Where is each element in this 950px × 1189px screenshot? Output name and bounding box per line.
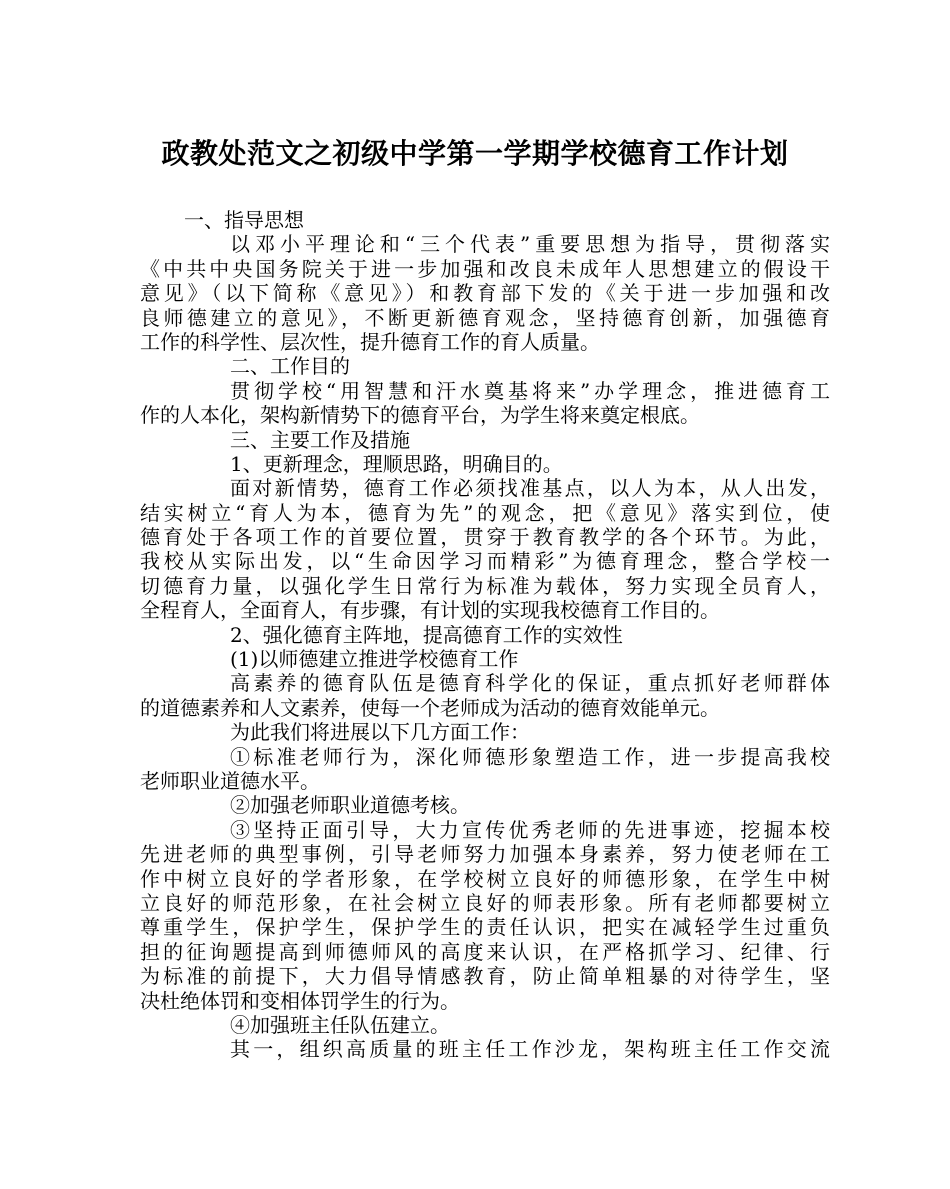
paragraph-line: 其一，组织高质量的班主任工作沙龙，架构班主任工作交流 (230, 1037, 830, 1062)
paragraph-line: 德育处于各项工作的首要位置，贯穿于教育教学的各个环节。为此， (140, 525, 830, 550)
paragraph-line: 为此我们将进展以下几方面工作： (230, 720, 530, 745)
paragraph-line: ③坚持正面引导，大力宣传优秀老师的先进事迹，挖掘本校 (230, 817, 830, 842)
paragraph-line: 全程育人，全面育人，有步骤，有计划的实现我校德育工作目的。 (140, 598, 720, 623)
paragraph-line: 作中树立良好的学者形象，在学校树立良好的师德形象，在学生中树 (140, 866, 830, 891)
paragraph-line: 2、强化德育主阵地，提高德育工作的实效性 (230, 622, 623, 647)
paragraph-line: 面对新情势，德育工作必须找准基点，以人为本，从人出发， (230, 476, 830, 501)
paragraph-line: 我校从实际出发，以“生命因学习而精彩”为德育理念，整合学校一 (140, 549, 830, 574)
paragraph-line: 决杜绝体罚和变相体罚学生的行为。 (140, 988, 460, 1013)
paragraph-line: 一、指导思想 (184, 208, 304, 232)
paragraph-line: 贯彻学校“用智慧和汗水奠基将来”办学理念，推进德育工 (230, 378, 830, 403)
paragraph-line: 良师德建立的意见》，不断更新德育观念，坚持德育创新，加强德育 (140, 305, 830, 330)
document-body (140, 208, 830, 1062)
paragraph-line: (1)以师德建立推进学校德育工作 (230, 647, 519, 672)
paragraph-line: 《中共中央国务院关于进一步加强和改良未成年人思想建立的假设干 (140, 256, 830, 281)
paragraph-line: 立良好的师范形象，在社会树立良好的师表形象。所有老师都要树立 (140, 890, 830, 915)
paragraph-line: 以邓小平理论和“三个代表”重要思想为指导，贯彻落实 (230, 232, 830, 257)
paragraph-line: ④加强班主任队伍建立。 (230, 1012, 450, 1037)
paragraph-line: 二、工作目的 (230, 354, 350, 379)
paragraph-line: 的道德素养和人文素养，使每一个老师成为活动的德育效能单元。 (140, 695, 720, 720)
paragraph-line: 高素养的德育队伍是德育科学化的保证，重点抓好老师群体 (230, 671, 830, 696)
paragraph-line: 作的人本化，架构新情势下的德育平台，为学生将来奠定根底。 (140, 403, 700, 428)
paragraph-line: ①标准老师行为，深化师德形象塑造工作，进一步提高我校 (230, 744, 830, 769)
paragraph-line: 三、主要工作及措施 (230, 427, 410, 452)
paragraph-line: 为标准的前提下，大力倡导情感教育，防止简单粗暴的对待学生，坚 (140, 964, 830, 989)
paragraph-line: 先进老师的典型事例，引导老师努力加强本身素养，努力使老师在工 (140, 842, 830, 867)
paragraph-line: 尊重学生，保护学生，保护学生的责任认识，把实在减轻学生过重负 (140, 915, 830, 940)
paragraph-line: 担的征询题提高到师德师风的高度来认识，在严格抓学习、纪律、行 (140, 939, 830, 964)
paragraph-line: 1、更新理念，理顺思路，明确目的。 (230, 451, 563, 476)
paragraph-line: 工作的科学性、层次性，提升德育工作的育人质量。 (140, 329, 600, 354)
paragraph-line: 切德育力量，以强化学生日常行为标准为载体，努力实现全员育人， (140, 573, 830, 598)
paragraph-line: ②加强老师职业道德考核。 (230, 793, 470, 818)
paragraph-line: 意见》（以下简称《意见》）和教育部下发的《关于进一步加强和改 (140, 281, 830, 306)
paragraph-line: 老师职业道德水平。 (140, 768, 320, 793)
document-title: 政教处范文之初级中学第一学期学校德育工作计划 (161, 137, 789, 170)
paragraph-line: 结实树立“育人为本，德育为先”的观念，把《意见》落实到位，使 (140, 500, 830, 525)
